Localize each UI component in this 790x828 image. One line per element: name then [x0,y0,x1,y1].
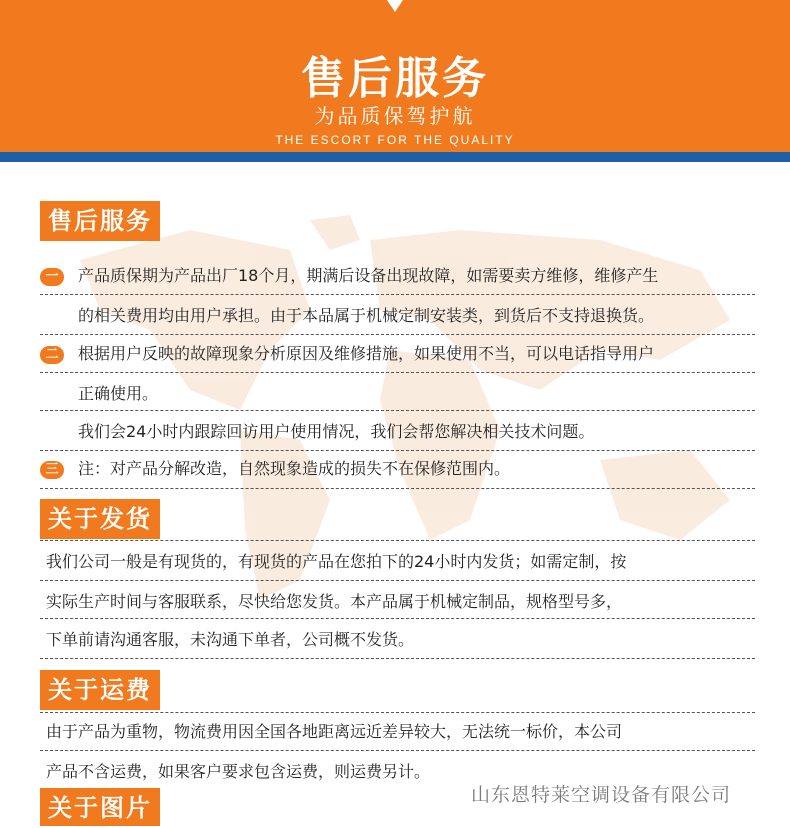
text-line: 正确使用。 [78,384,159,403]
dashed-divider [40,488,755,489]
banner-subtitle: 为品质保驾护航 [314,104,476,128]
dashed-divider [40,294,755,295]
text-line: 我们公司一般是有现货的，有现货的产品在您拍下的24小时内发货；如需定制，按 [46,552,627,571]
dashed-divider [40,712,755,713]
dashed-divider [40,750,755,751]
dashed-divider [40,372,755,373]
dashed-divider [40,410,755,411]
item-number-badge: 三 [40,461,64,479]
section-heading-freight: 关于运费 [40,670,160,710]
company-watermark: 山东恩特莱空调设备有限公司 [471,784,732,806]
dashed-divider [40,450,755,451]
text-line: 由于产品为重物，物流费用因全国各地距离远近差异较大，无法统一标价，本公司 [46,722,623,741]
banner-blue-strip [0,152,790,162]
dashed-divider [40,540,755,541]
dashed-divider [40,618,755,619]
dashed-divider [40,580,755,581]
text-line: 产品质保期为产品出厂18个月，期满后设备出现故障，如需要卖方维修，维修产生 [78,266,659,285]
section-heading-shipping: 关于发货 [40,499,160,539]
section-heading-images: 关于图片 [40,788,160,826]
text-line: 下单前请沟通客服，未沟通下单者，公司概不发货。 [46,630,415,649]
banner-title: 售后服务 [301,53,489,104]
item-number-badge: 二 [40,346,64,364]
banner-notch [387,0,403,12]
text-line: 实际生产时间与客服联系，尽快给您发货。本产品属于机械定制品，规格型号多， [46,592,623,611]
section-heading-after-sales: 售后服务 [40,201,160,241]
item-number-badge: 一 [40,268,64,286]
text-line: 根据用户反映的故障现象分析原因及维修措施，如果使用不当，可以电话指导用户 [78,344,655,363]
text-line: 我们会24小时内跟踪回访用户使用情况，我们会帮您解决相关技术问题。 [78,422,595,441]
text-line: 的相关费用均由用户承担。由于本品属于机械定制安装类，到货后不支持退换货。 [78,306,655,325]
text-line: 产品不含运费，如果客户要求包含运费，则运费另计。 [46,762,431,781]
text-line: 注：对产品分解改造，自然现象造成的损失不在保修范围内。 [78,459,511,478]
banner-english-tagline: THE ESCORT FOR THE QUALITY [275,133,515,147]
dashed-divider [40,658,755,659]
dashed-divider [40,334,755,335]
